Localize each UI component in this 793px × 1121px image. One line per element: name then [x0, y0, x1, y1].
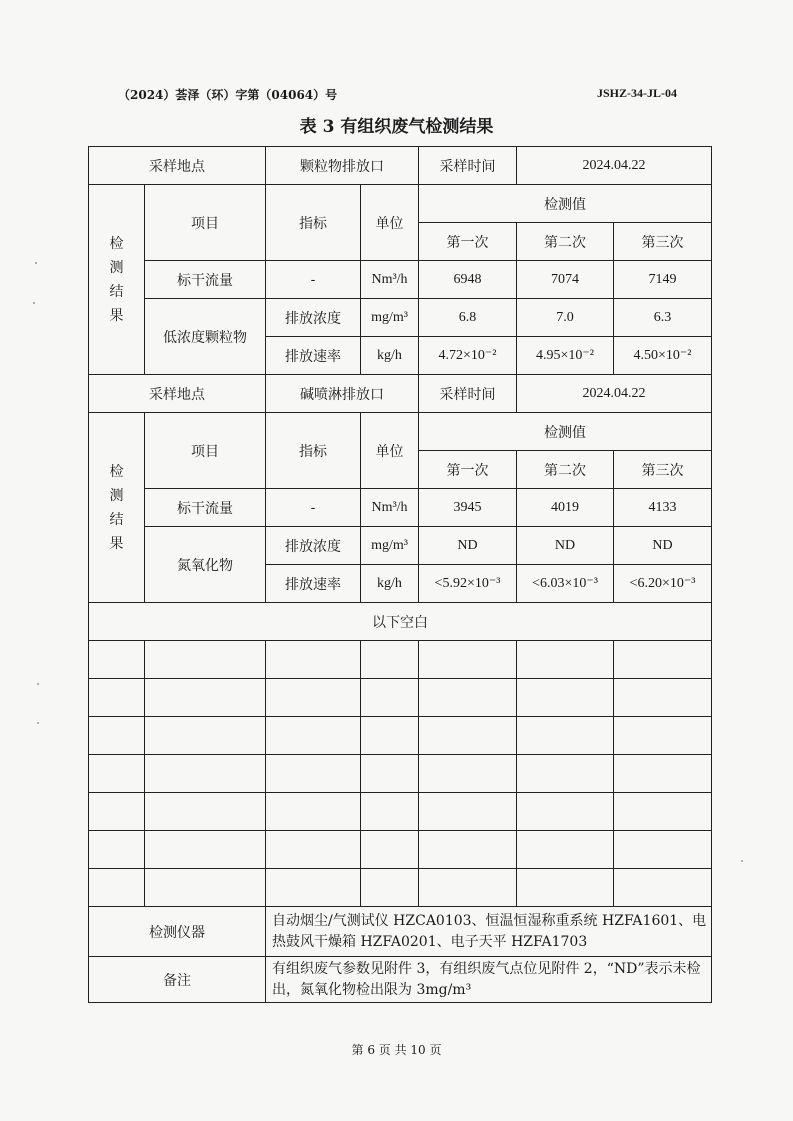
second-header: 第二次 — [517, 223, 614, 261]
pollutant-name: 低浓度颗粒物 — [145, 299, 266, 375]
indicator-cell: 排放速率 — [266, 565, 361, 603]
value-cell: 7074 — [517, 261, 614, 299]
value-cell: 7.0 — [517, 299, 614, 337]
empty-row — [89, 679, 712, 717]
scan-speck — [33, 302, 35, 304]
empty-row — [89, 717, 712, 755]
flow-indicator: - — [266, 489, 361, 527]
third-header: 第三次 — [614, 451, 712, 489]
value-cell: <5.92×10⁻³ — [419, 565, 517, 603]
emission-results-table — [88, 146, 712, 1003]
section2-header-row — [89, 413, 712, 451]
item-header: 项目 — [145, 413, 266, 489]
indicator-header: 指标 — [266, 413, 361, 489]
scan-speck — [741, 860, 743, 862]
value-cell: 4019 — [517, 489, 614, 527]
value-cell: 6.8 — [419, 299, 517, 337]
value-cell: 6948 — [419, 261, 517, 299]
section1-site-row — [89, 147, 712, 185]
section1-header-row — [89, 185, 712, 223]
sampling-site-value: 颗粒物排放口 — [266, 147, 419, 185]
blank-note-row — [89, 603, 712, 641]
table-row — [89, 261, 712, 299]
unit-cell: mg/m³ — [361, 299, 419, 337]
value-cell: 6.3 — [614, 299, 712, 337]
table-row — [89, 489, 712, 527]
value-cell: 3945 — [419, 489, 517, 527]
sampling-site-value: 碱喷淋排放口 — [266, 375, 419, 413]
sampling-time-label: 采样时间 — [419, 147, 517, 185]
unit-cell: kg/h — [361, 565, 419, 603]
empty-row — [89, 641, 712, 679]
item-header: 项目 — [145, 185, 266, 261]
value-cell: ND — [517, 527, 614, 565]
value-cell: <6.03×10⁻³ — [517, 565, 614, 603]
sampling-time-value: 2024.04.22 — [517, 375, 712, 413]
unit-header: 单位 — [361, 413, 419, 489]
result-side-label: 检 测 结 果 — [89, 185, 145, 375]
value-cell: 4133 — [614, 489, 712, 527]
instrument-row — [89, 907, 712, 957]
value-cell: 4.72×10⁻² — [419, 337, 517, 375]
unit-cell: kg/h — [361, 337, 419, 375]
remark-row — [89, 957, 712, 1003]
remark-text: 有组织废气参数见附件 3，有组织废气点位见附件 2，“ND”表示未检出，氮氧化物检出限为 3mg/m³ — [266, 957, 712, 1003]
sampling-site-label: 采样地点 — [89, 147, 266, 185]
document-number: （2024）荟泽（环）字第（04064）号 — [118, 88, 338, 102]
detected-value-header: 检测值 — [419, 413, 712, 451]
flow-unit: Nm³/h — [361, 489, 419, 527]
value-cell: 7149 — [614, 261, 712, 299]
empty-row — [89, 869, 712, 907]
remark-label: 备注 — [89, 957, 266, 1003]
indicator-header: 指标 — [266, 185, 361, 261]
sampling-time-value: 2024.04.22 — [517, 147, 712, 185]
third-header: 第三次 — [614, 223, 712, 261]
flow-indicator: - — [266, 261, 361, 299]
sampling-site-label: 采样地点 — [89, 375, 266, 413]
table-row — [89, 527, 712, 565]
page-footer: 第 6 页 共 10 页 — [351, 1043, 442, 1057]
indicator-cell: 排放浓度 — [266, 299, 361, 337]
first-header: 第一次 — [419, 223, 517, 261]
value-cell: ND — [614, 527, 712, 565]
scan-speck — [37, 683, 39, 685]
value-cell: ND — [419, 527, 517, 565]
unit-cell: mg/m³ — [361, 527, 419, 565]
pollutant-name: 氮氧化物 — [145, 527, 266, 603]
instrument-label: 检测仪器 — [89, 907, 266, 957]
sampling-time-label: 采样时间 — [419, 375, 517, 413]
section2-site-row — [89, 375, 712, 413]
flow-item: 标干流量 — [145, 261, 266, 299]
detected-value-header: 检测值 — [419, 185, 712, 223]
result-side-label: 检 测 结 果 — [89, 413, 145, 603]
scan-speck — [35, 262, 37, 264]
indicator-cell: 排放速率 — [266, 337, 361, 375]
second-header: 第二次 — [517, 451, 614, 489]
scan-speck — [37, 722, 39, 724]
indicator-cell: 排放浓度 — [266, 527, 361, 565]
unit-header: 单位 — [361, 185, 419, 261]
table-row — [89, 299, 712, 337]
empty-row — [89, 831, 712, 869]
table-title: 表 3 有组织废气检测结果 — [299, 117, 494, 137]
value-cell: <6.20×10⁻³ — [614, 565, 712, 603]
value-cell: 4.95×10⁻² — [517, 337, 614, 375]
flow-item: 标干流量 — [145, 489, 266, 527]
empty-row — [89, 793, 712, 831]
flow-unit: Nm³/h — [361, 261, 419, 299]
blank-note: 以下空白 — [89, 603, 712, 641]
instrument-text: 自动烟尘/气测试仪 HZCA0103、恒温恒湿称重系统 HZFA1601、电热鼓风干燥箱 HZFA0201、电子天平 HZFA1703 — [266, 907, 712, 957]
empty-row — [89, 755, 712, 793]
first-header: 第一次 — [419, 451, 517, 489]
value-cell: 4.50×10⁻² — [614, 337, 712, 375]
document-code: JSHZ-34-JL-04 — [596, 86, 677, 100]
